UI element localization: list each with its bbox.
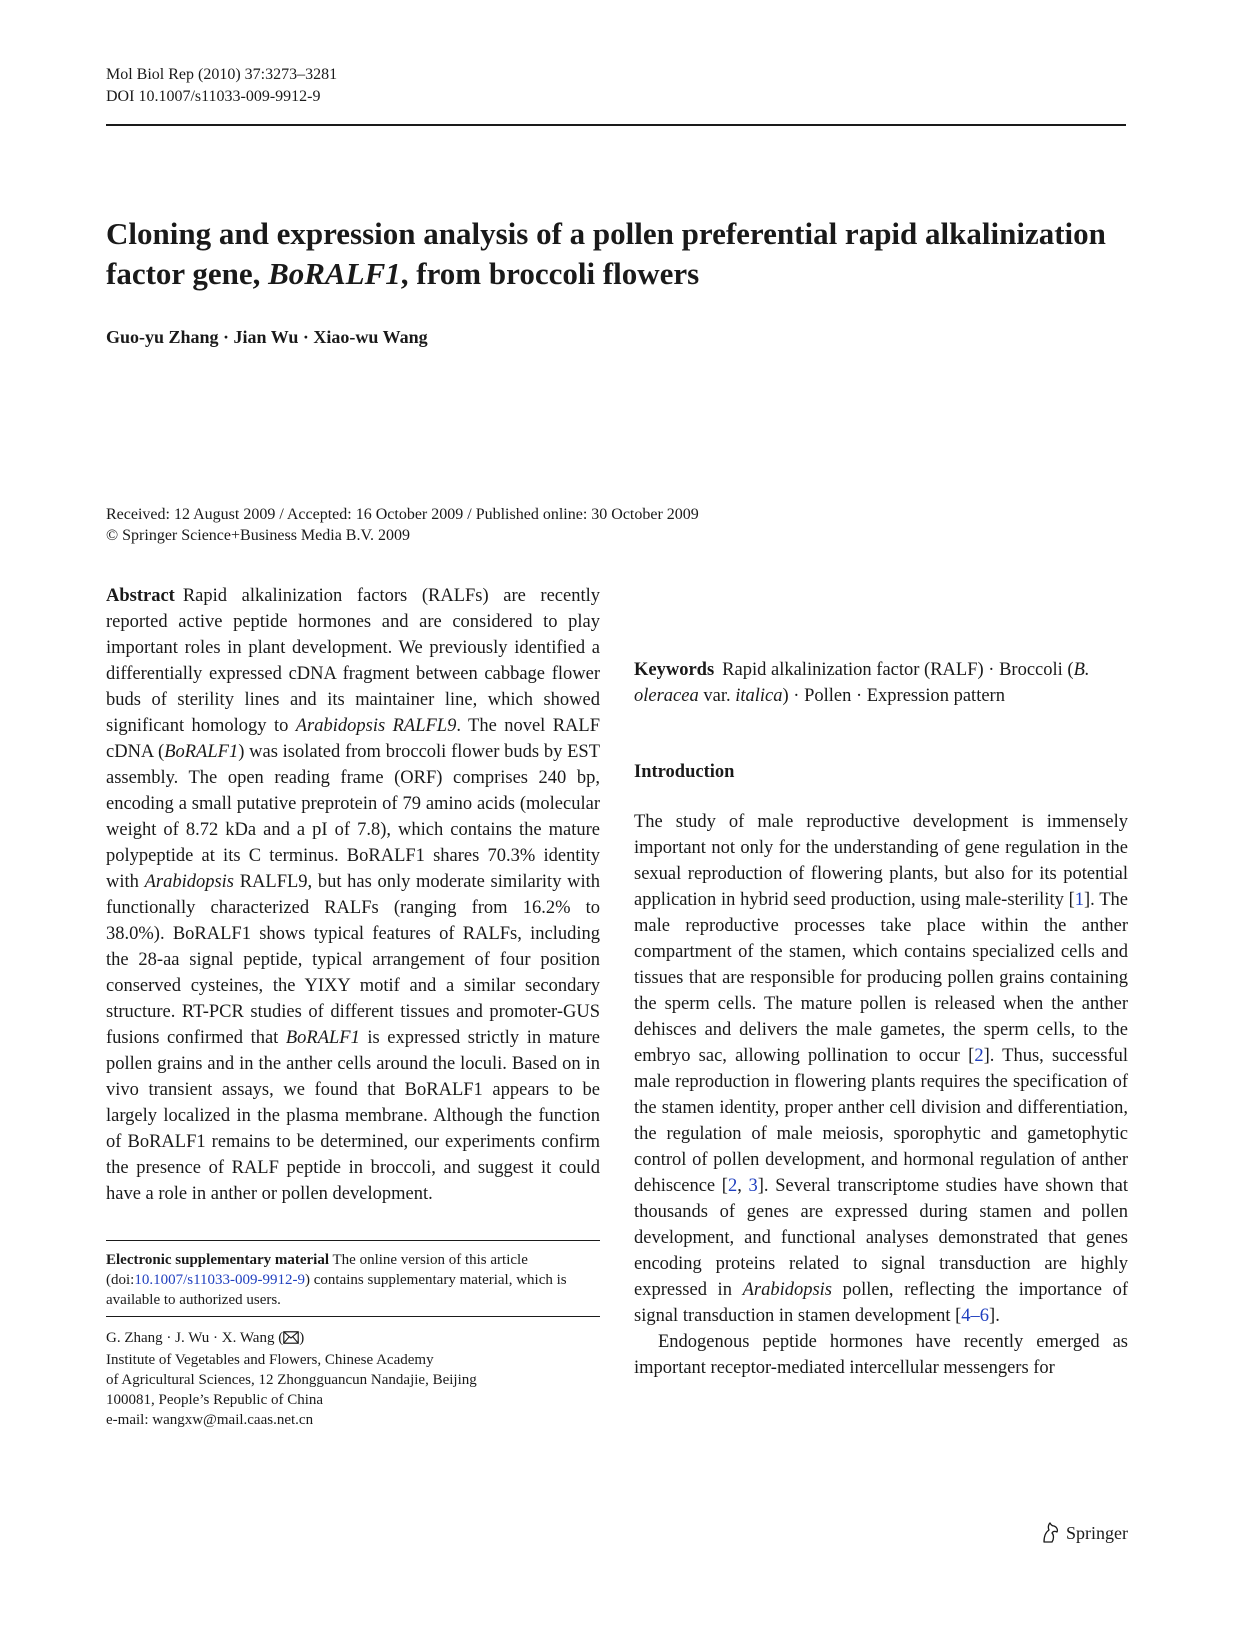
esm-note (106, 1250, 600, 1310)
abstract-text: RALFL9, but has only moderate similarity with functionally characterized RALFs (ranging from 16.2% to 38.0%). BoRALF1 shows typical features of RALFs, including the 28-aa signal peptide, typical arrangement of four position conserved cysteines, the YIXY motif and a similar secondary structure. RT-PCR studies of different tissues and promoter-GUS fusions confirmed that (106, 872, 601, 1048)
citation-link[interactable]: 3 (748, 1176, 758, 1196)
esm-doi-link[interactable]: 10.1007/s11033-009-9912-9 (134, 1272, 306, 1288)
journal-header (106, 64, 337, 108)
abstract-text: ) was isolated from broccoli flower buds by EST assembly. The open reading frame (ORF) comprises 240 bp, encoding a small putative preprotein of 79 amino acids (molecular weight of 8.72 kDa and a pI of 7.8), which contains the mature polypeptide at its C terminus. BoRALF1 shares 70.3% identity with (106, 742, 600, 892)
keywords (634, 657, 1128, 709)
doi: DOI 10.1007/s11033-009-9912-9 (106, 88, 321, 105)
affiliation (106, 1328, 600, 1430)
abstract-text: is expressed strictly in mature pollen grains and in the anther cells around the loculi. Based on in vivo transient assays, we found that BoRALF1 appears to be largely localized in the plasma membrane. Although the function of BoRALF1 remains to be determined, our experiments confirm the presence of RALF peptide in broccoli, and suggest it could have a role in anther or pollen development. (106, 1028, 600, 1204)
keywords-italic: B. oleracea (634, 660, 1090, 706)
envelope-icon[interactable] (283, 1330, 299, 1350)
publication-info (106, 504, 699, 546)
intro-text: pollen, reflecting the importance of signal transduction in stamen development [ (634, 1280, 1129, 1326)
footnote-rule (106, 1240, 600, 1241)
right-column (634, 583, 1128, 1381)
title-text-end: , from broccoli flowers (400, 256, 700, 291)
header-rule (106, 124, 1126, 126)
affiliation-line: 100081, People’s Republic of China (106, 1392, 324, 1408)
esm-text: The online version of this article (doi: (106, 1252, 528, 1288)
intro-text: The study of male reproductive development is immensely important not only for the understanding of gene regulation in the sexual reproduction of flowering plants, but also for its potential application in hybrid seed production, using male-sterility [ (634, 812, 1128, 910)
abstract-continuation-space (634, 583, 1128, 635)
citation-link[interactable]: 2 (974, 1046, 984, 1066)
title-text: Cloning and expression analysis of a pollen preferential rapid alkalinization factor gene, (106, 216, 1106, 291)
keywords-heading: Keywords (634, 660, 715, 680)
affiliation-authors: G. Zhang · J. Wu · X. Wang ( (106, 1330, 284, 1346)
citation-link[interactable]: 2 (727, 1176, 738, 1196)
introduction-heading: Introduction (634, 762, 735, 782)
esm-text-end: ) contains supplementary material, which is available to authorized users. (106, 1272, 567, 1308)
abstract-text: . The novel RALF cDNA ( (106, 716, 600, 762)
dates-line: Received: 12 August 2009 / Accepted: 16 October 2009 / Published online: 30 October 2009 (106, 506, 699, 523)
abstract-column (106, 583, 600, 1207)
affiliation-line: Institute of Vegetables and Flowers, Chinese Academy (106, 1352, 434, 1368)
keywords-text: var. (698, 686, 736, 706)
copyright-line: © Springer Science+Business Media B.V. 2009 (106, 527, 410, 544)
journal-citation: Mol Biol Rep (2010) 37:3273–3281 (106, 66, 338, 83)
citation-link[interactable]: 4–6 (961, 1306, 990, 1326)
intro-text: ]. (989, 1306, 1000, 1326)
keywords-italic: italica (735, 686, 783, 706)
affiliation-authors-end: ) (299, 1330, 305, 1346)
intro-paragraph-1 (634, 809, 1128, 1329)
abstract-italic: Arabidopsis RALFL9 (295, 716, 457, 736)
abstract-text: Rapid alkalinization factors (RALFs) are recently reported active peptide hormones and are considered to play important roles in plant development. We previously identified a differentially expressed cDNA fragment between cabbage flower buds of sterility lines and its maintainer line, which showed significant homology to (106, 586, 600, 736)
intro-paragraph-2: Endogenous peptide hormones have recently emerged as important receptor-mediated intercellular messengers for (634, 1332, 1128, 1378)
author-list: Guo-yu Zhang · Jian Wu · Xiao-wu Wang (106, 327, 428, 347)
keywords-text: Rapid alkalinization factor (RALF) · Broccoli ( (722, 660, 1074, 680)
intro-text: , (737, 1176, 749, 1196)
abstract-italic: BoRALF1 (164, 742, 239, 762)
affiliation-line: of Agricultural Sciences, 12 Zhongguancun Nandajie, Beijing (106, 1372, 477, 1388)
intro-text: ]. Thus, successful male reproduction in flowering plants requires the specification of the stamen identity, proper anther cell division and differentiation, the regulation of male meiosis, sporophytic and gametophytic control of pollen development, and hormonal regulation of anther dehiscence [ (634, 1046, 1129, 1196)
springer-horse-icon (1040, 1522, 1060, 1544)
abstract (106, 583, 600, 1207)
citation-link[interactable]: 1 (1074, 890, 1085, 910)
contact-email[interactable]: e-mail: wangxw@mail.caas.net.cn (106, 1412, 314, 1428)
abstract-italic: BoRALF1 (285, 1028, 360, 1048)
intro-text: ]. Several transcriptome studies have shown that thousands of genes are expressed during stamen and pollen development, and functional analyses demonstrated that genes encoding proteins related to signal transduction are highly expressed in (634, 1176, 1128, 1300)
esm-heading: Electronic supplementary material (106, 1252, 330, 1268)
intro-text: ]. The male reproductive processes take place within the anther compartment of the stamen, which contains specialized cells and tissues that are responsible for producing pollen grains containing the sperm cells. The mature pollen is released when the anther dehisces and delivers the male gametes, the sperm cells, to the embryo sac, allowing pollination to occur [ (634, 890, 1128, 1066)
article-title (106, 214, 1126, 294)
publisher-logo (1040, 1522, 1128, 1544)
abstract-italic: Arabidopsis (144, 872, 235, 892)
title-gene-name: BoRALF1 (268, 256, 401, 291)
keywords-text: ) · Pollen · Expression pattern (782, 686, 1005, 706)
abstract-heading: Abstract (106, 586, 175, 606)
intro-italic: Arabidopsis (742, 1280, 832, 1300)
publisher-name: Springer (1066, 1522, 1128, 1543)
affiliation-rule (106, 1316, 600, 1317)
